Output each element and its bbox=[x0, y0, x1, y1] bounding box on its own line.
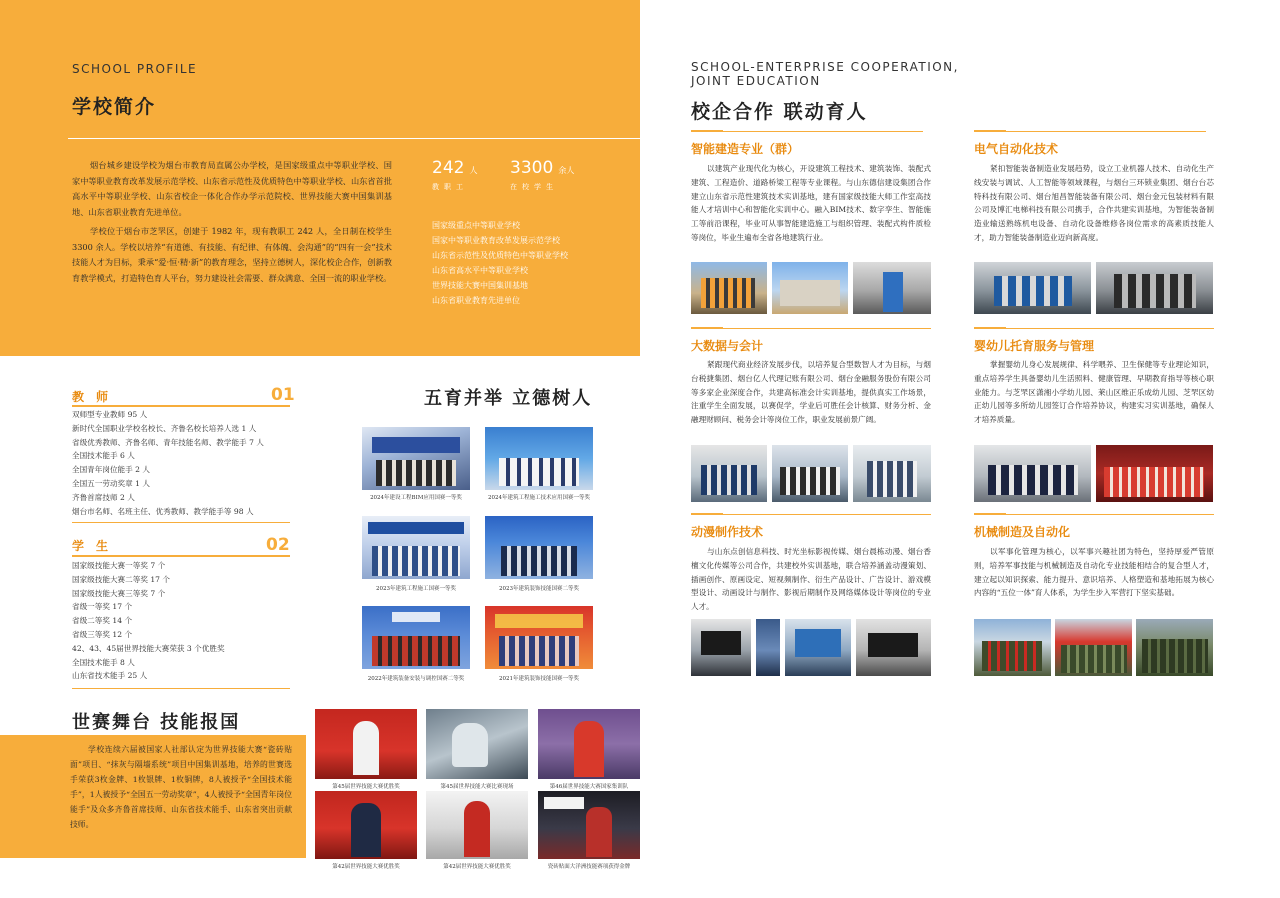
students-list bbox=[72, 559, 302, 683]
photo-electrical-2 bbox=[1096, 262, 1213, 314]
award-caption-6: 2021年建筑装饰技能国赛一等奖 bbox=[499, 676, 579, 682]
list-item: 烟台市名师、名班主任、优秀教师、教学能手等 98 人 bbox=[72, 506, 254, 516]
students-line bbox=[72, 555, 290, 557]
stat-students bbox=[510, 158, 574, 192]
profile-divider bbox=[68, 138, 640, 139]
list-item: 国家级技能大赛二等奖 17 个 bbox=[72, 574, 171, 584]
worldskills-photo-1 bbox=[315, 709, 417, 779]
teachers-heading: 教 师 bbox=[72, 390, 109, 404]
list-item: 省级一等奖 17 个 bbox=[72, 602, 133, 612]
profile-para-1: 烟台城乡建设学校为烟台市教育局直属公办学校，是国家级重点中等职业学校、国家中等职业教育改革发展示范学校、山东省示范性及优质特色中等职业学校、山东省首批高水平中等职业学校、山东省校企一体化合作办学示范院校、世界技能大赛中国集训基地、山东省职业教育先进单位。 bbox=[72, 160, 392, 217]
section-rule bbox=[1006, 131, 1206, 132]
photo-mechanical-1 bbox=[974, 619, 1051, 676]
photo-accounting-2 bbox=[772, 445, 848, 502]
photo-animation-2 bbox=[756, 619, 780, 676]
worldskills-caption-2: 第45届世界技能大赛比赛现场 bbox=[440, 784, 514, 790]
list-item: 双师型专业教师 95 人 bbox=[72, 410, 148, 419]
list-item: 全国技术能手 8 人 bbox=[72, 657, 135, 667]
list-item: 省级三等奖 12 个 bbox=[72, 629, 133, 639]
section-title-mechanical: 机械制造及自动化 bbox=[974, 525, 1071, 539]
worldskills-caption-5: 第42届世界技能大赛优胜奖 bbox=[443, 864, 511, 870]
section-text-mechanical: 以军事化管理为核心，以军事兴趣社团为特色，坚持厚爱严管原则，培养军事技能与机械制造及自动化专业技能相结合的复合型人才，建立起以知识探索、能力提升、意识培养、人格塑造和基地拓展为核心内容的“五位一体”育人体系，为学生步入军营打下坚实基础。 bbox=[974, 547, 1214, 598]
award-caption-4: 2023年建筑装饰技能国赛二等奖 bbox=[499, 586, 579, 592]
stat-students-label: 在校学生 bbox=[510, 183, 558, 191]
list-item: 全国五一劳动奖章 1 人 bbox=[72, 478, 151, 488]
stat-staff bbox=[432, 158, 478, 192]
honor-item: 国家级重点中等职业学校 bbox=[432, 221, 520, 230]
list-item: 全国技术能手 6 人 bbox=[72, 451, 135, 461]
section-topline bbox=[974, 327, 1006, 329]
students-heading: 学 生 bbox=[72, 539, 109, 553]
section-topline bbox=[691, 513, 723, 515]
section-title-animation: 动漫制作技术 bbox=[691, 525, 764, 539]
photo-animation-4 bbox=[856, 619, 931, 676]
teachers-number: 01 bbox=[271, 385, 295, 405]
photo-mechanical-3 bbox=[1136, 619, 1213, 676]
worldskills-title: 世赛舞台 技能报国 bbox=[72, 712, 241, 733]
honor-item: 山东省职业教育先进单位 bbox=[432, 296, 520, 305]
section-topline bbox=[691, 130, 723, 132]
photo-accounting-1 bbox=[691, 445, 767, 502]
list-item: 42、43、45届世界技能大赛荣获 3 个优胜奖 bbox=[72, 643, 225, 653]
section-rule bbox=[723, 131, 923, 132]
teachers-line bbox=[72, 405, 290, 407]
award-caption-3: 2023年建筑工程施工国赛一等奖 bbox=[376, 586, 456, 592]
teachers-end-line bbox=[72, 522, 290, 523]
section-rule bbox=[1006, 328, 1214, 329]
stat-staff-number: 242 bbox=[432, 158, 465, 178]
honor-item: 国家中等职业教育改革发展示范学校 bbox=[432, 236, 560, 245]
section-rule bbox=[723, 514, 931, 515]
section-title-accounting: 大数据与会计 bbox=[691, 339, 764, 353]
section-rule bbox=[1006, 514, 1214, 515]
teachers-list bbox=[72, 408, 302, 518]
list-item: 齐鲁首席技师 2 人 bbox=[72, 492, 135, 502]
section-rule bbox=[723, 328, 931, 329]
award-photo-1 bbox=[362, 427, 470, 490]
list-item: 国家级技能大赛一等奖 7 个 bbox=[72, 561, 166, 570]
stat-students-number: 3300 bbox=[510, 158, 554, 178]
photo-electrical-1 bbox=[974, 262, 1091, 314]
section-title-childcare: 婴幼儿托育服务与管理 bbox=[974, 339, 1095, 353]
photo-animation-3 bbox=[785, 619, 851, 676]
photo-construction-2 bbox=[772, 262, 848, 314]
section-text-smart-construction: 以建筑产业现代化为核心，开设建筑工程技术、建筑装饰、装配式建筑、工程造价、道路桥梁工程等专业课程。与山东德信建设集团合作建立山东省示范性建筑技术实训基地，建有国家级技能大师工作室高技能人才培训中心和智能化实训中心。融入BIM技术、数字孪生、智能施工等前沿课程，毕业可从事智能建造施工与组织管理、装配式构件质检等岗位，毕业生遍布全省各地建筑行业。 bbox=[691, 164, 931, 242]
photo-construction-3 bbox=[853, 262, 931, 314]
worldskills-caption-6: 瓷砖贴面大洋洲技能赛项获得金牌 bbox=[547, 864, 631, 870]
photo-construction-1 bbox=[691, 262, 767, 314]
honor-item: 山东省示范性及优质特色中等职业学校 bbox=[432, 251, 568, 260]
worldskills-photo-4 bbox=[315, 791, 417, 859]
list-item: 山东省技术能手 25 人 bbox=[72, 671, 148, 681]
list-item: 国家级技能大赛三等奖 7 个 bbox=[72, 588, 166, 598]
award-caption-1: 2024年建设工程BIM应用国赛一等奖 bbox=[370, 495, 462, 501]
stat-staff-label: 教职工 bbox=[432, 183, 468, 191]
section-text-childcare: 掌握婴幼儿身心发展规律、科学喂养、卫生保健等专业理论知识，重点培养学生具备婴幼儿生活照料、健康管理、早期教育指导等核心职业能力。与芝罘区潇湘小学幼儿园、莱山区维正乐成幼儿园、芝罘区幼正幼儿园等多所幼儿园签订合作培养协议，构建实习实训基地，确保人才培养质量。 bbox=[974, 360, 1214, 425]
photo-mechanical-2 bbox=[1055, 619, 1132, 676]
section-title-smart-construction: 智能建造专业（群） bbox=[691, 142, 800, 156]
worldskills-photo-2 bbox=[426, 709, 528, 779]
section-text-animation: 与山东点创信息科技、时光坐标影视传媒、烟台晨栋动漫、烟台香檀文化传媒等公司合作，共建校外实训基地，联合培养涵盖动漫策划、插画创作、原画设定、短视频制作、衍生产品设计、广告设计、游戏模型设计、动画设计与制作、影视后期制作及网络媒体设计等岗位的专业人才。 bbox=[691, 547, 931, 612]
honor-item: 世界技能大赛中国集训基地 bbox=[432, 281, 528, 290]
coop-cn-title: 校企合作 联动育人 bbox=[691, 101, 868, 123]
list-item: 省级二等奖 14 个 bbox=[72, 616, 133, 626]
photo-childcare-2 bbox=[1096, 445, 1213, 502]
wuyu-title: 五育并举 立德树人 bbox=[424, 388, 593, 409]
profile-cn-title: 学校简介 bbox=[72, 96, 157, 118]
photo-animation-1 bbox=[691, 619, 751, 676]
worldskills-photo-5 bbox=[426, 791, 528, 859]
profile-para-2: 学校位于烟台市芝罘区，创建于 1982 年，现有教职工 242 人，全日制在校学生 3300 余人。学校以培养“有道德、有技能、有纪律、有体魄、会沟通”的“四有一会”技术技能人才为目标，秉承“爱·恒·精·新”的教育理念，坚持立德树人，深化校企合作，创新教育教学模式，打造特色育人平台，努力建设社会需要、群众满意、全国一流的职业学校。 bbox=[72, 226, 392, 283]
award-photo-2 bbox=[485, 427, 593, 490]
award-photo-5 bbox=[362, 606, 470, 669]
section-text-accounting: 紧跟现代商业经济发展步伐，以培养复合型数智人才为目标，与烟台税捷集团、烟台亿人代理记账有限公司、烟台金融服务股份有限公司等多家企业深度合作，共建高标准会计实训基地，提供真实工作场景，注重学生全面发展，以赛促学，学业后可胜任会计核算、财务分析、金融理财顾问、税务会计等岗位工作，职业发展前景广阔。 bbox=[691, 360, 931, 425]
worldskills-photo-6 bbox=[538, 791, 640, 859]
award-photo-6 bbox=[485, 606, 593, 669]
students-number: 02 bbox=[266, 535, 290, 555]
award-photo-4 bbox=[485, 516, 593, 579]
section-topline bbox=[974, 513, 1006, 515]
honor-list bbox=[432, 218, 632, 308]
section-title-electrical: 电气自动化技术 bbox=[974, 142, 1059, 156]
worldskills-caption-3: 第46届世界技能大赛国家集训队 bbox=[549, 784, 629, 790]
section-topline bbox=[974, 130, 1006, 132]
coop-en-title-1: SCHOOL-ENTERPRISE COOPERATION, bbox=[691, 60, 959, 74]
students-end-line bbox=[72, 688, 290, 689]
worldskills-para: 学校连续六届被国家人社部认定为世界技能大赛“瓷砖贴面”项目、“抹灰与隔墙系统”项目中国集训基地，培养的世赛选手荣获3枚金牌、1枚银牌、1枚铜牌，8人被授予“全国技术能手”，1人被授予“全国五一劳动奖章”，4人被授予“全国青年岗位能手”及众多齐鲁首席技师、山东省技术能手、山东省突出贡献技师。 bbox=[70, 745, 292, 829]
photo-childcare-1 bbox=[974, 445, 1091, 502]
photo-accounting-3 bbox=[853, 445, 931, 502]
worldskills-photo-3 bbox=[538, 709, 640, 779]
list-item: 省级优秀教师、齐鲁名师、青年技能名师、教学能手 7 人 bbox=[72, 437, 264, 447]
section-text-electrical: 紧扣智能装备制造业发展趋势，设立工业机器人技术、自动化生产线安装与调试、人工智能等领域课程，与烟台三环锁业集团、烟台台芯特科技有限公司、烟台旭昌智能装备有限公司、烟台金元包装材料有限公司及博汇电梯科技有限公司携手，合作共建实训基地，为智能装备制造业输送熟练机电设备、自动化设备维修各岗位需求的高素质技能人才，助力智能装备制造业迈向新高度。 bbox=[974, 164, 1214, 242]
profile-en-title: SCHOOL PROFILE bbox=[72, 62, 198, 76]
award-caption-2: 2024年建筑工程施工技术应用国赛一等奖 bbox=[488, 495, 590, 501]
section-topline bbox=[691, 327, 723, 329]
award-photo-3 bbox=[362, 516, 470, 579]
list-item: 新时代全国职业学校名校长、齐鲁名校长培养人选 1 人 bbox=[72, 423, 257, 433]
stat-students-unit: 余人 bbox=[558, 166, 575, 175]
worldskills-caption-4: 第42届世界技能大赛优胜奖 bbox=[332, 864, 400, 870]
honor-item: 山东省高水平中等职业学校 bbox=[432, 266, 528, 275]
coop-en-title-2: JOINT EDUCATION bbox=[691, 74, 821, 88]
worldskills-caption-1: 第45届世界技能大赛优胜奖 bbox=[332, 784, 400, 790]
award-caption-5: 2022年建筑装备安装与调控国赛二等奖 bbox=[367, 676, 465, 682]
list-item: 全国青年岗位能手 2 人 bbox=[72, 465, 151, 475]
stat-staff-unit: 人 bbox=[469, 166, 478, 175]
